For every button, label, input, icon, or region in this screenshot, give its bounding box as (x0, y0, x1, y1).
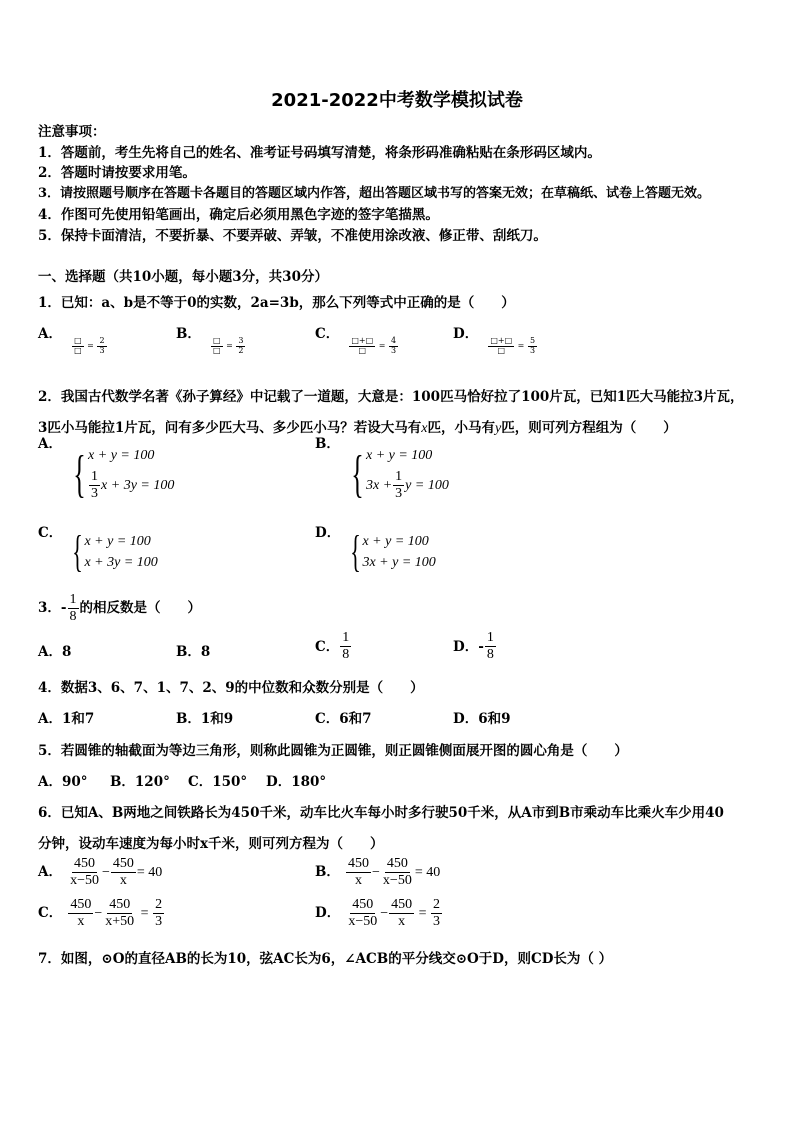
q6-option-b: B． $\frac{450}{x}$ − $\frac{450}{x-50}$ = 40 (315, 856, 441, 889)
q4-option-c: C．6和7 (315, 711, 372, 727)
option-label: C． (315, 326, 340, 342)
question-5-stem: 5．若圆锥的轴截面为等边三角形，则称此圆锥为正圆锥，则正圆锥侧面展开图的圆心角是（ ） (38, 743, 628, 759)
notice-item: 3．请按照题号顺序在答题卡各题目的答题区域内作答，超出答题区域书写的答案无效；在草稿纸、试卷上答题无效。 (38, 186, 711, 201)
question-1-stem: 1．已知：a、b是不等于0的实数，2a=3b，那么下列等式中正确的是（ ） (38, 295, 515, 311)
question-6-stem-line1: 6．已知A、B两地之间铁路长为450千米，动车比火车每小时多行驶50千米，从A市到B市乘动车比乘火车少用40 (38, 805, 724, 821)
notice-item: 5．保持卡面清洁，不要折暴、不要弄破、弄皱，不准使用涂改液、修正带、刮纸刀。 (38, 228, 547, 244)
q1-option-c: C． $_{\frac{□+□}{□} = \frac{4}{3}}$ (315, 326, 397, 355)
q6-option-d: D． $\frac{450}{x-50}$ − $\frac{450}{x}$ = $\frac{2}{3}$ (315, 897, 441, 930)
q3-option-a: A．8 (38, 644, 72, 660)
option-label: C． (38, 524, 63, 541)
notice-heading: 注意事项： (38, 124, 106, 140)
notice-item: 1．答题前，考生先将自己的姓名、准考证号码填写清楚，将条形码准确粘贴在条形码区域内。 (38, 145, 601, 161)
q5-option-d: D．180° (266, 774, 327, 790)
q3-option-b: B．8 (176, 644, 211, 660)
question-2-stem-line1: 2．我国古代数学名著《孙子算经》中记载了一道题，大意是：100匹马恰好拉了100片瓦，已知1匹大马能拉3片瓦， (38, 389, 744, 405)
q4-option-b: B．1和9 (176, 711, 234, 727)
q5-option-b: B．120° (110, 774, 170, 790)
q4-option-d: D．6和9 (453, 711, 511, 727)
question-7-stem: 7．如图，⊙O的直径AB的长为10，弦AC长为6，∠ACB的平分线交⊙O于D，则CD长为（ ） (38, 951, 613, 967)
q6-option-a: A． $\frac{450}{x-50}$ − $\frac{450}{x}$ = 40 (38, 856, 163, 889)
page-title: 2021-2022中考数学模拟试卷 (271, 90, 523, 111)
q2-option-d: $^{D.}$ { x + y = 100 3x + y = 100 (315, 524, 436, 576)
q3-option-d: D．- $\frac{1}{8}$ (453, 630, 494, 663)
option-label: A． (38, 326, 62, 342)
option-label: A． (38, 435, 62, 452)
option-label: B． (176, 326, 201, 342)
q4-option-a: A．1和7 (38, 711, 95, 727)
question-3-stem: 3．- $\frac{1}{8}$ 的相反数是（ ） (38, 592, 201, 625)
notice-item: 4．作图可先使用铅笔画出，确定后必须用黑色字迹的签字笔描黑。 (38, 207, 439, 223)
question-2-stem-line2: 3匹小马能拉1片瓦，问有多少匹大马、多少匹小马？若设大马有x匹，小马有y匹，则可列方程组为（ ） (38, 420, 677, 436)
q1-option-a: A． $_{\frac{□}{□} = \frac{2}{3}}$ (38, 326, 105, 355)
q1-option-d: D． $_{\frac{□+□}{□} = \frac{5}{3}}$ (453, 326, 536, 355)
option-label: D． (315, 524, 341, 541)
question-6-stem-line2: 分钟，设动车速度为每小时x千米，则可列方程为（ ） (38, 836, 384, 852)
option-label: D． (453, 326, 479, 342)
option-label: B． (315, 435, 340, 452)
q2-option-b: $^{B.}$ { x + y = 100 3x + $\frac{1}{3}$ y = 100 (315, 435, 449, 504)
notice-item: 2．答题时请按要求用笔。 (38, 165, 196, 181)
q2-option-a: $^{A.}$ { x + y = 100 $\frac{1}{3}$ x + 3y = 100 (38, 435, 175, 504)
q3-option-c: C． $\frac{1}{8}$ (315, 630, 350, 663)
q2-option-c: $^{C.}$ { x + y = 100 x + 3y = 100 (38, 524, 158, 576)
q5-option-c: C．150° (188, 774, 248, 790)
q1-option-b: B． $_{\frac{□}{□} = \frac{3}{2}}$ (176, 326, 244, 355)
question-4-stem: 4．数据3、6、7、1、7、2、9的中位数和众数分别是（ ） (38, 680, 424, 696)
q5-option-a: A．90° (38, 774, 88, 790)
section-heading: 一、选择题（共10小题，每小题3分，共30分） (38, 269, 328, 285)
q6-option-c: C． $\frac{450}{x}$ − $\frac{450}{x+50}$ = $\frac{2}{3}$ (38, 897, 163, 930)
